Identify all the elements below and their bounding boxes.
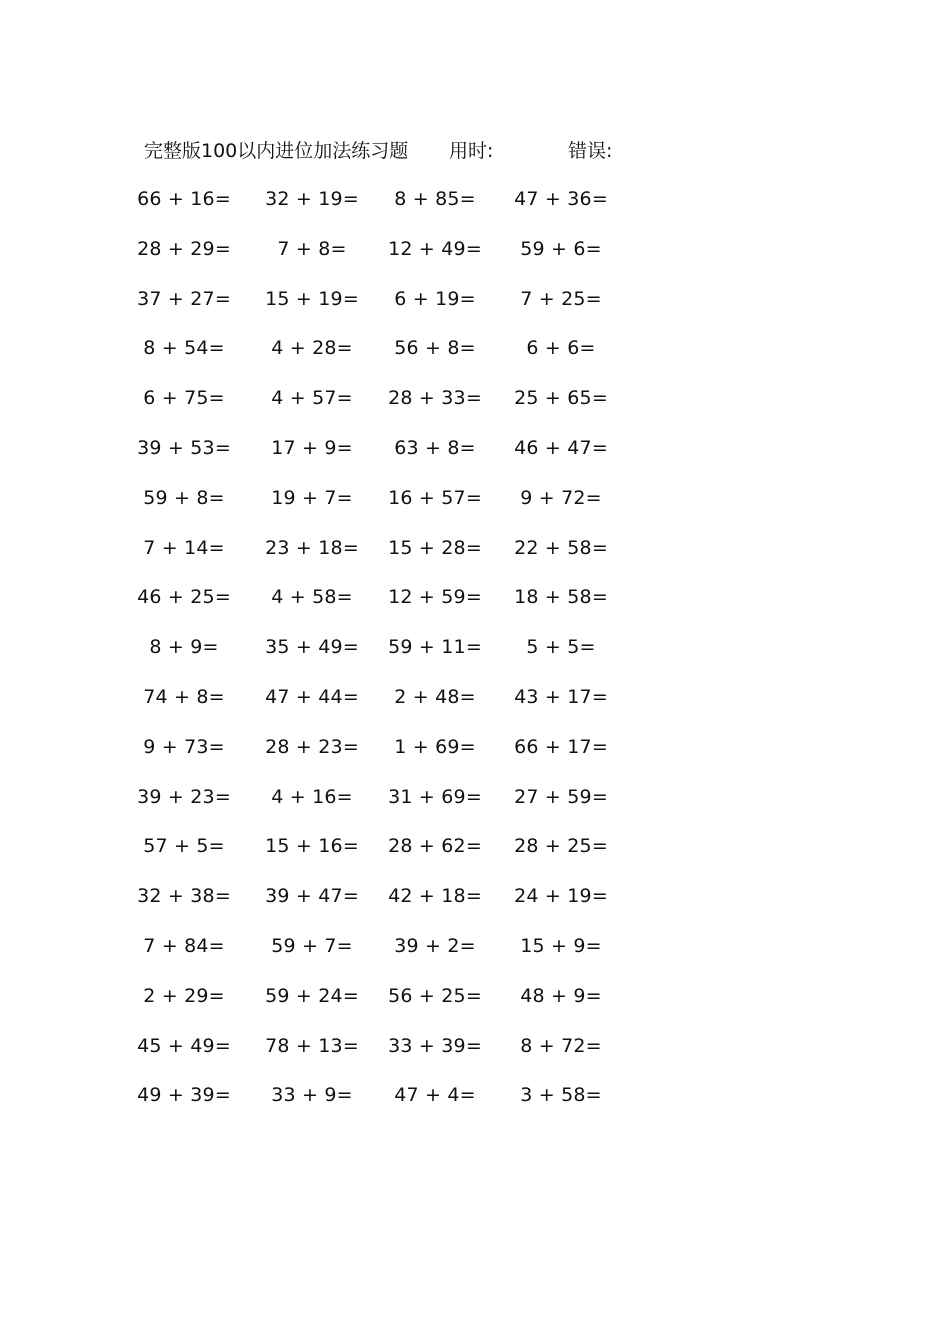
addition-problem: 31 + 69= bbox=[388, 785, 482, 808]
addition-problem: 46 + 25= bbox=[137, 586, 231, 609]
addition-problem: 39 + 47= bbox=[265, 885, 359, 908]
addition-problem: 25 + 65= bbox=[514, 387, 608, 410]
addition-problem: 18 + 58= bbox=[514, 586, 608, 609]
time-label: 用时: bbox=[449, 140, 494, 162]
problem-row bbox=[0, 1031, 950, 1061]
addition-problem: 17 + 9= bbox=[271, 437, 353, 459]
addition-problem: 28 + 33= bbox=[388, 387, 482, 410]
addition-problem: 56 + 8= bbox=[394, 337, 476, 360]
problem-row bbox=[0, 981, 950, 1011]
addition-problem: 74 + 8= bbox=[143, 686, 225, 708]
addition-problem: 28 + 23= bbox=[265, 735, 359, 758]
addition-problem: 2 + 29= bbox=[143, 984, 225, 1007]
problem-row bbox=[0, 582, 950, 612]
addition-problem: 37 + 27= bbox=[137, 287, 231, 310]
addition-problem: 47 + 36= bbox=[514, 188, 608, 210]
problem-row bbox=[0, 632, 950, 662]
addition-problem: 15 + 16= bbox=[265, 835, 359, 858]
addition-problem: 5 + 5= bbox=[526, 636, 596, 659]
addition-problem: 23 + 18= bbox=[265, 536, 359, 559]
problem-row bbox=[0, 284, 950, 314]
problem-row bbox=[0, 1080, 950, 1110]
problem-row bbox=[0, 433, 950, 463]
problem-row bbox=[0, 682, 950, 712]
addition-problem: 46 + 47= bbox=[514, 437, 608, 459]
addition-problem: 6 + 6= bbox=[526, 337, 596, 360]
addition-problem: 4 + 57= bbox=[271, 387, 353, 410]
errors-label: 错误: bbox=[568, 140, 613, 162]
addition-problem: 12 + 49= bbox=[388, 237, 482, 260]
problem-row bbox=[0, 234, 950, 264]
addition-problem: 22 + 58= bbox=[514, 536, 608, 559]
problem-row bbox=[0, 333, 950, 363]
problem-row bbox=[0, 533, 950, 563]
addition-problem: 66 + 16= bbox=[137, 188, 231, 210]
addition-problem: 39 + 2= bbox=[394, 935, 476, 957]
addition-problem: 59 + 7= bbox=[271, 935, 353, 957]
addition-problem: 47 + 4= bbox=[394, 1084, 476, 1107]
problem-row bbox=[0, 831, 950, 861]
addition-problem: 1 + 69= bbox=[394, 735, 476, 758]
addition-problem: 4 + 16= bbox=[271, 785, 353, 808]
addition-problem: 4 + 28= bbox=[271, 337, 353, 360]
addition-problem: 59 + 11= bbox=[388, 636, 482, 659]
addition-problem: 42 + 18= bbox=[388, 885, 482, 908]
addition-problem: 7 + 8= bbox=[277, 237, 347, 260]
addition-problem: 32 + 38= bbox=[137, 885, 231, 908]
addition-problem: 59 + 24= bbox=[265, 984, 359, 1007]
addition-problem: 7 + 84= bbox=[143, 935, 225, 957]
problem-row bbox=[0, 881, 950, 911]
addition-problem: 43 + 17= bbox=[514, 686, 608, 708]
addition-problem: 59 + 6= bbox=[520, 237, 602, 260]
addition-problem: 66 + 17= bbox=[514, 735, 608, 758]
addition-problem: 39 + 53= bbox=[137, 437, 231, 459]
addition-problem: 9 + 72= bbox=[520, 486, 602, 509]
problem-row bbox=[0, 483, 950, 513]
addition-problem: 27 + 59= bbox=[514, 785, 608, 808]
addition-problem: 15 + 28= bbox=[388, 536, 482, 559]
addition-problem: 47 + 44= bbox=[265, 686, 359, 708]
problem-row bbox=[0, 184, 950, 214]
addition-problem: 8 + 72= bbox=[520, 1034, 602, 1057]
addition-problem: 6 + 19= bbox=[394, 287, 476, 310]
addition-problem: 8 + 9= bbox=[149, 636, 219, 659]
problem-row bbox=[0, 782, 950, 812]
problem-row bbox=[0, 732, 950, 762]
problem-row bbox=[0, 383, 950, 413]
addition-problem: 28 + 62= bbox=[388, 835, 482, 858]
addition-problem: 16 + 57= bbox=[388, 486, 482, 509]
addition-problem: 19 + 7= bbox=[271, 486, 353, 509]
addition-problem: 6 + 75= bbox=[143, 387, 225, 410]
addition-problem: 35 + 49= bbox=[265, 636, 359, 659]
addition-problem: 63 + 8= bbox=[394, 437, 476, 459]
addition-problem: 7 + 14= bbox=[143, 536, 225, 559]
addition-problem: 24 + 19= bbox=[514, 885, 608, 908]
addition-problem: 33 + 9= bbox=[271, 1084, 353, 1107]
worksheet-header bbox=[0, 137, 950, 165]
addition-problem: 33 + 39= bbox=[388, 1034, 482, 1057]
addition-problem: 45 + 49= bbox=[137, 1034, 231, 1057]
addition-problem: 59 + 8= bbox=[143, 486, 225, 509]
addition-problem: 3 + 58= bbox=[520, 1084, 602, 1107]
addition-problem: 78 + 13= bbox=[265, 1034, 359, 1057]
addition-problem: 28 + 25= bbox=[514, 835, 608, 858]
problem-row bbox=[0, 931, 950, 961]
addition-problem: 39 + 23= bbox=[137, 785, 231, 808]
addition-problem: 15 + 19= bbox=[265, 287, 359, 310]
addition-problem: 32 + 19= bbox=[265, 188, 359, 210]
addition-problem: 15 + 9= bbox=[520, 935, 602, 957]
addition-problem: 9 + 73= bbox=[143, 735, 225, 758]
addition-problem: 8 + 54= bbox=[143, 337, 225, 360]
addition-problem: 4 + 58= bbox=[271, 586, 353, 609]
addition-problem: 28 + 29= bbox=[137, 237, 231, 260]
addition-problem: 48 + 9= bbox=[520, 984, 602, 1007]
addition-problem: 49 + 39= bbox=[137, 1084, 231, 1107]
addition-problem: 8 + 85= bbox=[394, 188, 476, 210]
addition-problem: 57 + 5= bbox=[143, 835, 225, 858]
addition-problem: 56 + 25= bbox=[388, 984, 482, 1007]
worksheet-title: 完整版100以内进位加法练习题 bbox=[144, 140, 409, 162]
addition-problem: 7 + 25= bbox=[520, 287, 602, 310]
addition-problem: 12 + 59= bbox=[388, 586, 482, 609]
addition-problem: 2 + 48= bbox=[394, 686, 476, 708]
